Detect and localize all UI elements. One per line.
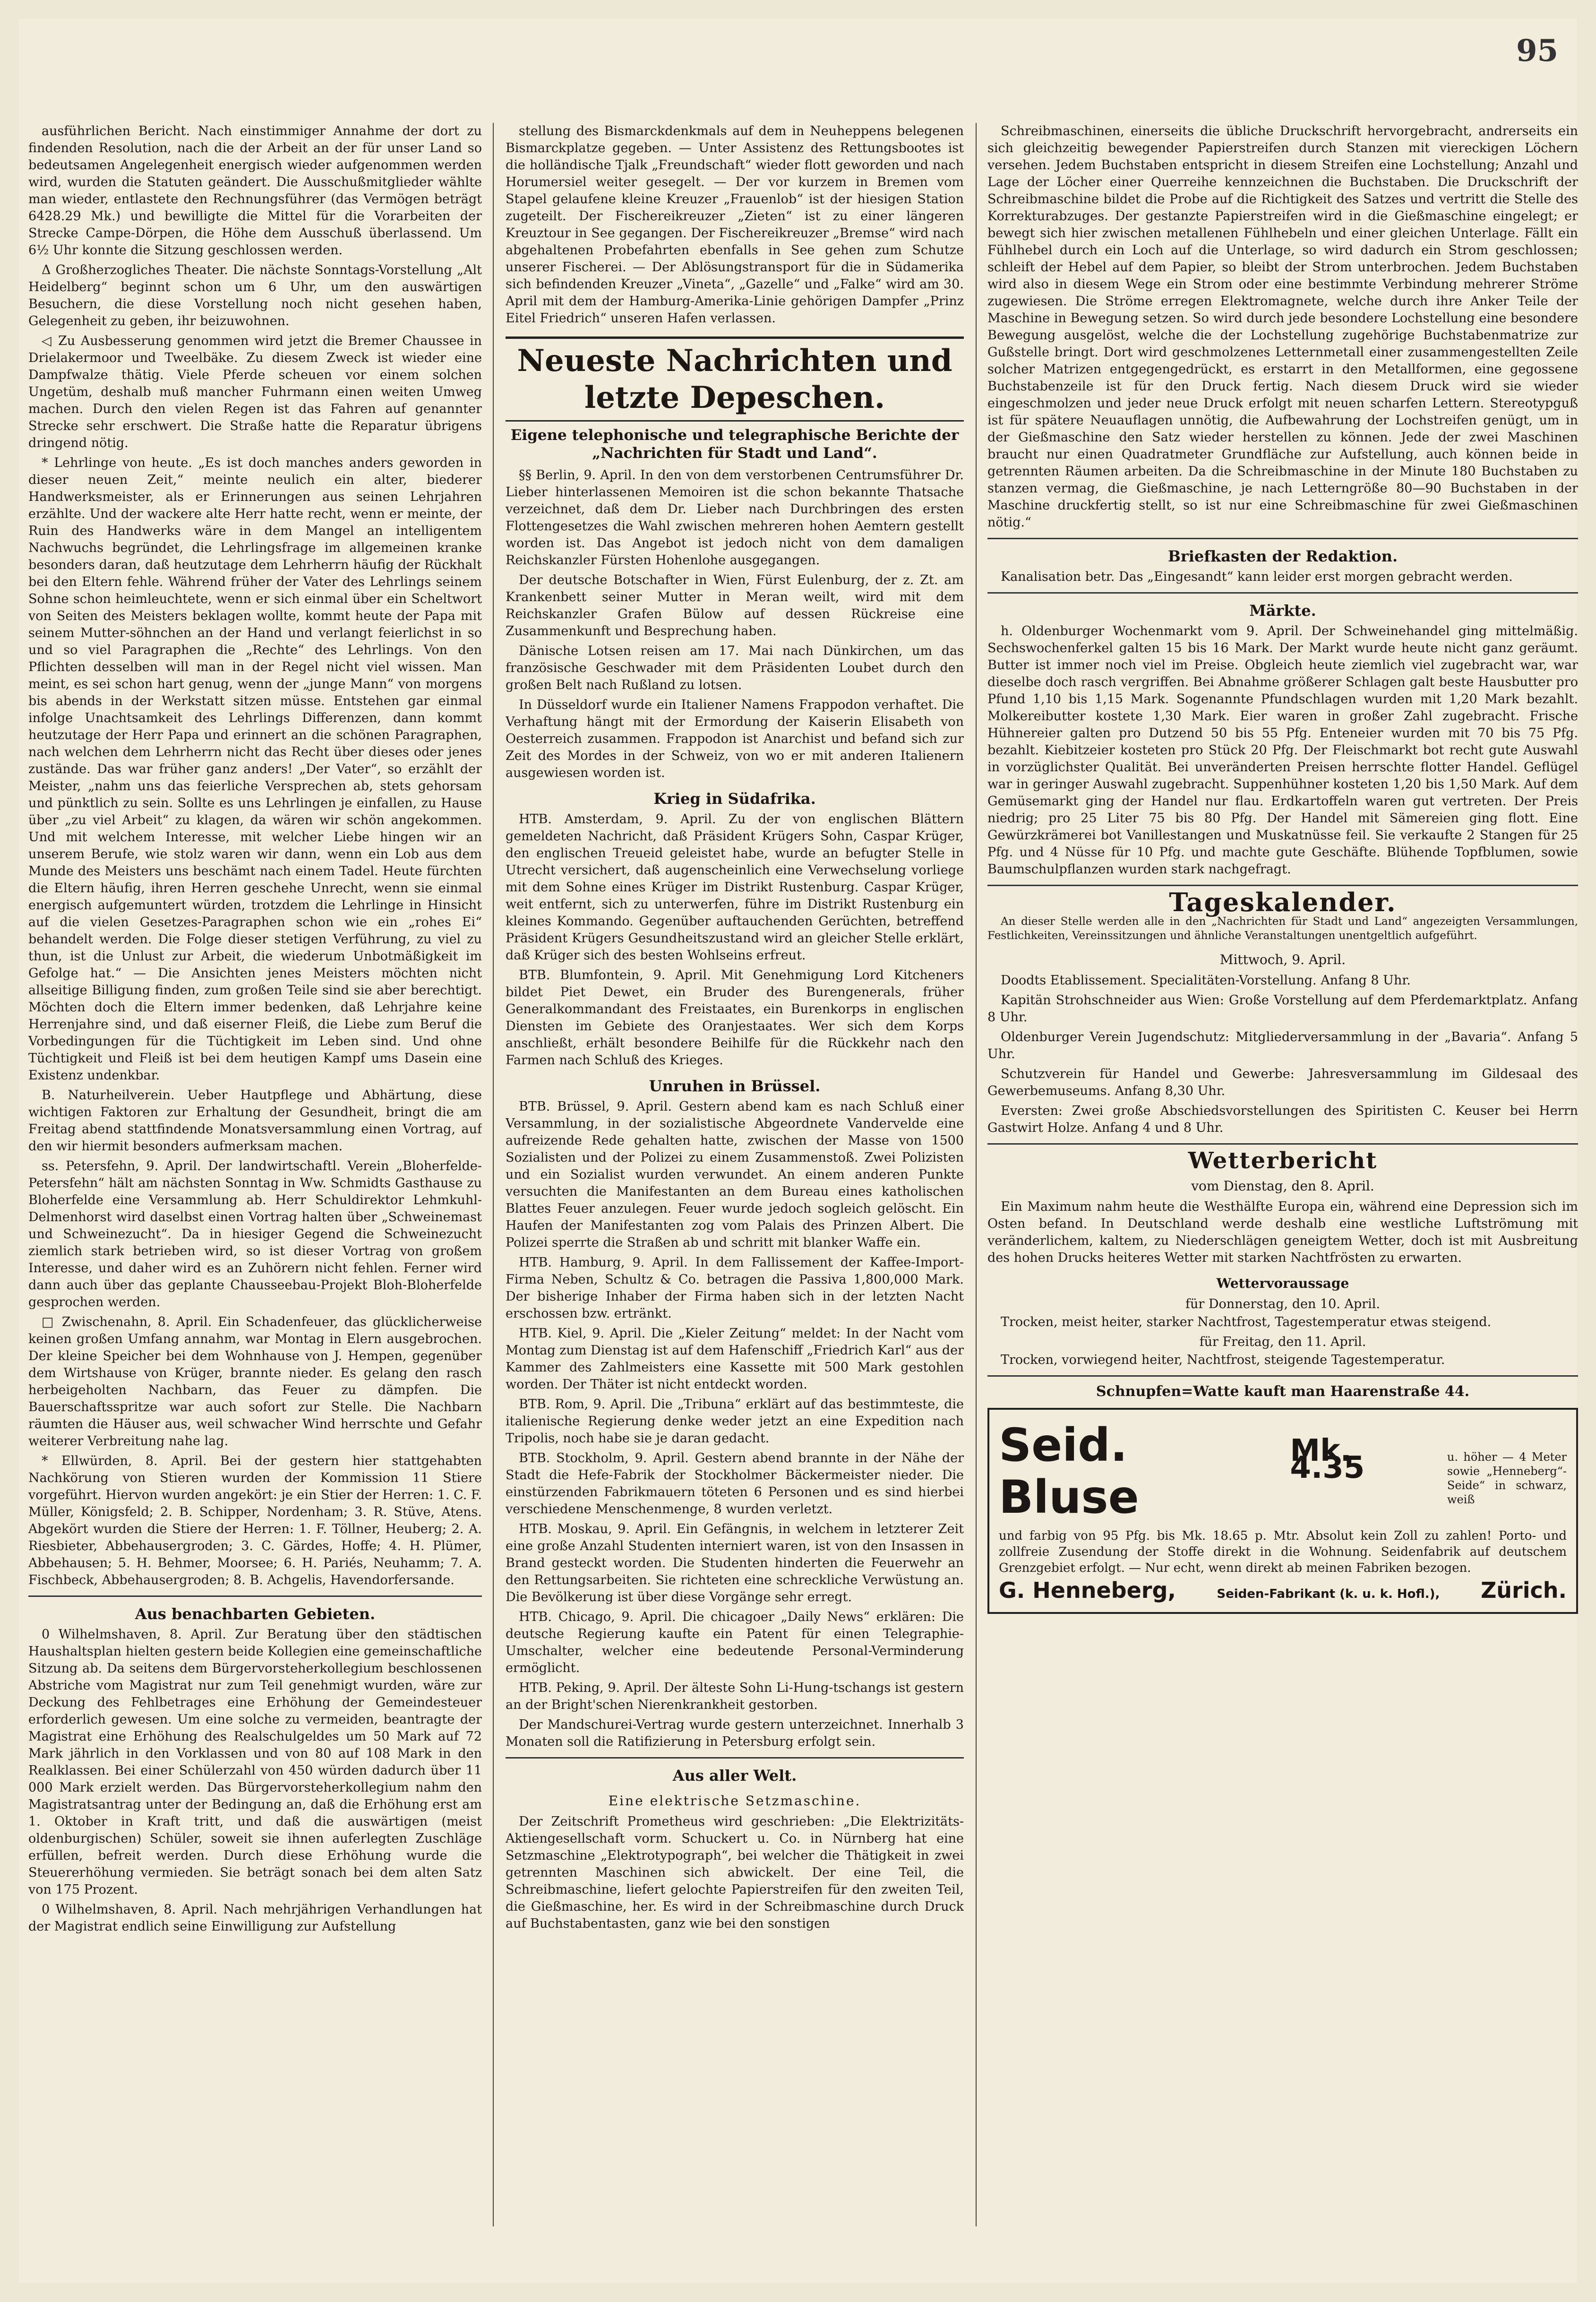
ad-body: und farbig von 95 Pfg. bis Mk. 18.65 p. Mtr. Absolut kein Zoll zu zahlen! Porto- und zollfreie Zusendung der Stoffe direkt in die Wohnung. Seidenfabrik auf deutschem Grenzgebiet erfolgt. — Nur echt, wenn direkt ab meinen Fabriken bezogen. [999, 1529, 1567, 1575]
main-headline: Neueste Nachrichten und letzte Depeschen. [506, 336, 964, 422]
article-paragraph: BTB. Stockholm, 9. April. Gestern abend brannte in der Nähe der Stadt die Hefe-Fabrik der Stockholmer Bäckermeister nieder. Die einstürzenden Fabrikmauern töteten 6 Personen und es sind hierbei verschiedene Menschenmenge, 8 wurden verletzt. [506, 1451, 964, 1517]
newspaper-page [19, 19, 1577, 2283]
article-paragraph: 0 Wilhelmshaven, 8. April. Zur Beratung über den städtischen Haushaltsplan hielten gestern beide Kollegien eine gemeinschaftliche Sitzung ab. Da seitens dem Bürgervorsteherkollegium beschlossenen Abstriche vom Magistrat nur zum Teil genehmigt wurden, wäre zur Deckung des Fehlbetrages eine Erhöhung der Gemeindesteuer erforderlich gewesen. Um eine solche zu vermeiden, beantragte der Magistrat eine Erhöhung des Realschulgeldes um 50 Mark auf 72 Mark jährlich in den Vorklassen und von 80 auf 108 Mark in den Realklassen. Bei einer Schülerzahl von 450 würden dadurch über 11 000 Mark erzielt werden. Das Bürgervorsteherkollegium nahm den Magistratsantrag unter der Bedingung an, daß die Erhöhung erst am 1. Oktober in Kraft tritt, und daß die auswärtigen (meist oldenburgischen) Schüler, soweit sie ihnen auferlegten Zuschläge erfüllen, befreit werden. Durch diese Erhöhung wurde die Steuererhöhung vermieden. Sie beträgt sonach bei dem alten Satz von 175 Prozent. [28, 1627, 482, 1897]
weather-date: vom Dienstag, den 8. April. [1191, 1178, 1374, 1194]
article-paragraph: stellung des Bismarckdenkmals auf dem in Neuheppens belegenen Bismarckplatze gegeben. — Unter Assistenz des Rettungsbootes ist die holländische Tjalk „Freundschaft“ wieder flott geworden und nach Horumersiel weiter gesegelt. — Der vor kurzem in Bremen vom Stapel gelaufene kleine Kreuzer „Frauenlob“ ist der hiesigen Station zugeteilt. Der Fischereikreuzer „Zieten“ ist zu einer längeren Kreuztour in See gegangen. Der Fischereikreuzer „Bremse“ wird nach abgehaltenen Probefahrten ebenfalls in See gehen zum Schutze unserer Fischerei. — Der Ablösungstransport für die in Südamerika sich befindenden Kreuzer „Vineta“, „Gazelle“ und „Falke“ wird am 30. April mit dem der Hamburg-Amerika-Linie gehörigen Dampfer „Prinz Eitel Friedrich“ unseren Hafen verlassen. [506, 124, 964, 326]
article-paragraph: Der Mandschurei-Vertrag wurde gestern unterzeichnet. Innerhalb 3 Monaten soll die Ratifizierung in Petersburg erfolgt sein. [506, 1717, 964, 1749]
weather-heading: Wetterbericht [1188, 1147, 1378, 1174]
article-paragraph: HTB. Peking, 9. April. Der älteste Sohn Li-Hung-tschangs ist gestern an der Bright'schen Nierenkrankheit gestorben. [506, 1681, 964, 1712]
article-subheading: Eine elektrische Setzmaschine. [608, 1793, 861, 1809]
article-paragraph: Δ Großherzogliches Theater. Die nächste Sonntags-Vorstellung „Alt Heidelberg“ beginnt schon um 6 Uhr, um den auswärtigen Besuchern, die diese Vorstellung noch nicht gesehen haben, Gelegenheit zu geben, ihr beizuwohnen. [28, 263, 482, 328]
silk-blouse-advertisement [987, 1408, 1578, 1614]
ad-side-text: u. höher — 4 Meter sowie „Henneberg“-Seide“ in schwarz, weiß [1447, 1450, 1567, 1506]
article-paragraph: B. Naturheilverein. Ueber Hautpflege und Abhärtung, diese wichtigen Faktoren zur Erhaltung der Gesundheit, bringt die am Freitag abend stattfindende Monatsversammlung einen Vortrag, auf den wir hiermit besonders aufmerksam machen. [28, 1088, 482, 1154]
section-heading: Aus aller Welt. [672, 1767, 797, 1785]
section-heading: Krieg in Südafrika. [653, 790, 816, 808]
calendar-intro: An dieser Stelle werden alle in den „Nachrichten für Stadt und Land“ angezeigten Versammlungen, Festlichkeiten, Vereinssitzungen und ähnliche Veranstaltungen unentgeltlich aufgeführt. [987, 915, 1578, 942]
ad-firm-name: G. Henneberg, [999, 1578, 1176, 1603]
article-paragraph: Der deutsche Botschafter in Wien, Fürst Eulenburg, der z. Zt. am Krankenbett seiner Mutter in Meran weilt, wird mit dem Reichskanzler Grafen Bülow auf dessen Rückreise eine Zusammenkunft und Besprechung haben. [506, 573, 964, 638]
article-paragraph: Kanalisation betr. Das „Eingesandt“ kann leider erst morgen gebracht werden. [1001, 569, 1513, 584]
article-paragraph: BTB. Blumfontein, 9. April. Mit Genehmigung Lord Kitcheners bildet Piet Dewet, ein Bruder des Burengenerals, früher Generalkommandant des Freistaates, ein Burenkorps in englischen Diensten im Gebiete des Oranjestaates. Wer sich dem Korps anschließt, erhält besondere Beihilfe für die Rückkehr nach den Farmen nach Schluß des Krieges. [506, 968, 964, 1068]
calendar-item: Oldenburger Verein Jugendschutz: Mitgliederversammlung in der „Bavaria“. Anfang 5 Uhr. [987, 1030, 1578, 1061]
section-heading: Unruhen in Brüssel. [649, 1077, 821, 1095]
article-paragraph: Dänische Lotsen reisen am 17. Mai nach Dünkirchen, um das französische Geschwader mit dem Präsidenten Loubet durch den großen Belt nach Rußland zu lotsen. [506, 644, 964, 692]
article-paragraph: ss. Petersfehn, 9. April. Der landwirtschaftl. Verein „Bloherfelde-Petersfehn“ hält am nächsten Sonntag in Ww. Schmidts Gasthause zu Bloherfelde eine Versammlung ab. Herr Schuldirektor Lehmkuhl-Delmenhorst wird daselbst einen Vortrag halten über „Schweinemast und Schweinezucht“. Da in hiesiger Gegend die Schweinezucht ziemlich stark betrieben wird, so ist dieser Vortrag von großem Interesse, und daher wird es an Zuhörern nicht fehlen. Ferner wird dann auch über das geplante Chausseebau-Projekt Bloh-Bloherfelde gesprochen werden. [28, 1159, 482, 1310]
column-left [28, 123, 482, 2226]
calendar-item: Eversten: Zwei große Abschiedsvorstellungen des Spiritisten C. Keuser bei Herrn Gastwirt Holze. Anfang 4 und 8 Uhr. [987, 1104, 1578, 1135]
divider [28, 1595, 482, 1597]
ad-headline: Seid. Bluse [999, 1419, 1139, 1524]
article-paragraph: 0 Wilhelmshaven, 8. April. Nach mehrjährigen Verhandlungen hat der Magistrat endlich seine Einwilligung zur Aufstellung [28, 1902, 482, 1934]
weather-report: Ein Maximum nahm heute die Westhälfte Europa ein, während eine Depression sich im Osten befand. In Deutschland werde deshalb eine westliche Luftströmung mit veränderlichem, kaltem, zu Niederschlägen geneigtem Wetter, doch ist mit Ausbreitung des hohen Drucks heiteres Wetter mit starken Nachtfrösten zu erwarten. [987, 1199, 1578, 1265]
calendar-heading: Tageskalender. [1169, 887, 1397, 917]
section-heading: Briefkasten der Redaktion. [1167, 547, 1398, 565]
article-paragraph: Schreibmaschinen, einerseits die übliche Druckschrift hervorgebracht, andrerseits ein sich gleichzeitig bewegender Papierstreifen durch Stanzen mit viereckigen Löchern versehen. Jedem Buchstaben entspricht in diesem Streifen eine Lochstellung; Anzahl und Lage der Löcher einer Querreihe kennzeichnen die Buchstaben. Die Druckschrift der Schreibmaschine bildet die Probe auf die Richtigkeit des Satzes und vertritt die Stelle des Korrekturabzuges. Der gestanzte Papierstreifen wird in die Gießmaschine eingelegt; er bewegt sich hier zwischen metallenen Fühlhebeln und einer gleichen Unterlage. Fällt ein Fühlhebel durch ein Loch auf die Unterlage, so wird dadurch ein Strom geschlossen; schleift der Hebel auf dem Papier, so bleibt der Strom unterbrochen. Jedem Buchstaben wird also in diesem Wege ein Strom oder eine bestimmte Verbindung mehrerer Ströme zugewiesen. Die Ströme erregen Elektromagnete, welche durch ihre Anker Teile der Maschine in Bewegung setzen. So wird durch jede besondere Lochstellung eine besondere Bewegung ausgelöst, welche die der Lochstellung zugehörige Buchstabenmatrize zur Gußstelle bringt. Dort wird geschmolzenes Letternmetall einer zusammengestellten Zeile solcher Matrizen entgegengedrückt, es erstarrt in den Metallformen, eine gegossene Buchstabenzeile ist für den Druck fertig. Nach diesem Druck wird sie wieder eingeschmolzen und jeder neue Druck erfolgt mit neuen scharfen Lettern. Stereotypguß ist für spätere Neuauflagen unnötig, die Aufbewahrung der Lochstreifen genügt, um in der Gießmaschine den Satz wieder herstellen zu können. Jede der zwei Maschinen braucht nur einen Quadratmeter Grundfläche zur Aufstellung, auch können beide in getrennten Räumen arbeiten. Da die Schreibmaschine in der Minute 180 Buchstaben zu stanzen vermag, die Gießmaschine, je nach Letterngröße 80—90 Buchstaben in der Maschine druckfertig stellt, so ist nur eine Schreibmaschine für zwei Gießmaschinen nötig.“ [987, 124, 1578, 530]
divider [987, 1375, 1578, 1377]
calendar-date: Mittwoch, 9. April. [1219, 952, 1346, 967]
column-middle [506, 123, 964, 2226]
forecast-date: für Freitag, den 11. April. [1199, 1335, 1366, 1349]
forecast-text: Trocken, vorwiegend heiter, Nachtfrost, steigende Tagestemperatur. [1001, 1353, 1445, 1367]
article-paragraph: ◁ Zu Ausbesserung genommen wird jetzt die Bremer Chaussee in Drielakermoor und Tweelbäke. Zu diesem Zweck ist wieder eine Dampfwalze thätig. Viele Pferde scheuen vor einem solchen Ungetüm, deshalb muß mancher Fuhrmann einen weiten Umweg machen. Durch den vielen Regen ist das Fahren auf genannter Strecke sehr erschwert. Die Straße hatte die Reparatur übrigens dringend nötig. [28, 334, 482, 450]
ad-firm-city: Zürich. [1480, 1578, 1567, 1603]
article-paragraph: HTB. Hamburg, 9. April. In dem Fallissement der Kaffee-Import-Firma Neben, Schultz & Co. betragen die Passiva 1,800,000 Mark. Der bisherige Inhaber der Firma haben sich in der letzten Nacht erschossen bzw. ertränkt. [506, 1255, 964, 1321]
article-paragraph: HTB. Amsterdam, 9. April. Zu der von englischen Blättern gemeldeten Nachricht, daß Präsident Krügers Sohn, Caspar Krüger, den englischen Treueid geleistet habe, wurde an befugter Stelle in Utrecht versichert, daß augenscheinlich eine Verwechselung vorliege mit dem Sohne eines Krüger im Distrikt Rustenburg. Caspar Krüger, weit entfernt, sich zu unterwerfen, führe im Distrikt Rustenburg ein kleines Kommando. Gegenüber auftauchenden Gerüchten, betreffend Präsident Krügers Gesundheitszustand wird an gleicher Stelle erklärt, daß Krüger sich des besten Wohlseins erfreut. [506, 812, 964, 963]
calendar-item: Doodts Etablissement. Specialitäten-Vorstellung. Anfang 8 Uhr. [1001, 973, 1411, 988]
divider [506, 1757, 964, 1759]
ad-price: Mk. 4.35 [1290, 1433, 1365, 1485]
section-heading: Märkte. [1249, 602, 1316, 620]
article-paragraph: HTB. Kiel, 9. April. Die „Kieler Zeitung“ meldet: In der Nacht vom Montag zum Dienstag ist auf dem Hafenschiff „Friedrich Karl“ aus der Kammer des Zahlmeisters eine Kassette mit 500 Mark gestohlen worden. Der Thäter ist nicht entdeckt worden. [506, 1326, 964, 1392]
column-right [987, 123, 1578, 2226]
divider [987, 592, 1578, 594]
divider [987, 885, 1578, 886]
classified-ad: Schnupfen=Watte kauft man Haarenstraße 44. [1096, 1383, 1470, 1400]
column-rule [493, 123, 494, 2226]
article-paragraph: §§ Berlin, 9. April. In den von dem verstorbenen Centrumsführer Dr. Lieber hinterlassenen Memoiren ist die schon bekannte Thatsache verzeichnet, daß dem Dr. Lieber nach Durchbringen des ersten Flottengesetzes die Wahl zwischen mehreren hohen Aemtern gestellt worden ist. Das Angebot ist jedoch nicht von dem damaligen Reichskanzler Fürsten Hohenlohe ausgegangen. [506, 468, 964, 568]
article-paragraph: BTB. Rom, 9. April. Die „Tribuna“ erklärt auf das bestimmteste, die italienische Regierung denke weder jetzt an eine Expedition nach Tripolis, noch habe sie je daran gedacht. [506, 1397, 964, 1446]
forecast-text: Trocken, meist heiter, starker Nachtfrost, Tagestemperatur etwas steigend. [1001, 1315, 1492, 1329]
article-paragraph: Der Zeitschrift Prometheus wird geschrieben: „Die Elektrizitäts-Aktiengesellschaft vorm. Schuckert u. Co. in Nürnberg hat eine Setzmaschine „Elektrotypograph“, bei welcher die Thätigkeit in zwei getrennten Maschinen sich abwickelt. Der eine Teil, die Schreibmaschine, liefert gelochte Papierstreifen für den zweiten Teil, die Gießmaschine, her. Es wird in der Schreibmaschine durch Druck auf Buchstabentasten, ganz wie bei den sonstigen [506, 1814, 964, 1931]
article-paragraph: □ Zwischenahn, 8. April. Ein Schadenfeuer, das glücklicherweise keinen großen Umfang annahm, war Montag in Elern ausgebrochen. Der kleine Speicher bei dem Wohnhause von J. Hempen, gegenüber dem Wirtshause von Krüger, brannte nieder. Es gelang den rasch herbeigeholten Nachbarn, das Feuer zu dämpfen. Die Bauerschaftsspritze war auch sofort zur Stelle. Die Nachbarn räumten die Häuser aus, weil schwacher Wind herrschte und Gefahr weiterer Verbreitung nahe lag. [28, 1315, 482, 1448]
forecast-date: für Donnerstag, den 10. April. [1185, 1297, 1380, 1311]
section-heading: Aus benachbarten Gebieten. [135, 1605, 376, 1623]
forecast-heading: Wettervoraussage [1216, 1276, 1349, 1291]
article-paragraph: * Lehrlinge von heute. „Es ist doch manches anders geworden in dieser neuen Zeit,“ meinte neulich ein alter, biederer Handwerksmeister, als er Erinnerungen aus seinen Lehrjahren erzählte. Und der wackere alte Herr hatte recht, wenn er meinte, der Ruin des Handwerks wäre in dem Mangel an intelligentem Nachwuchs begründet, die Lehrlingsfrage im allgemeinen kranke besonders daran, daß heutzutage dem Lehrherrn häufig der Rückhalt bei den Eltern fehle. Während früher der Vater des Lehrlings seinem Sohne schon heimleuchtete, wenn er sich einmal über ein Scheltwort von Seiten des Meisters beklagen wollte, kommt heute der Papa mit seinem Mutter-söhnchen an der Hand und verlangt feierlichst in so und so viel Paragraphen die „Rechte“ des Lehrlings. Von den Pflichten desselben will man in der Regel nicht viel wissen. Man meint, es sei schon hart genug, wenn der „junge Mann“ von morgens bis abends in der Werkstatt sitzen müsse. Entstehen gar einmal infolge Unachtsamkeit des Lehrlings Differenzen, dann kommt heutzutage der Herr Papa und erinnert an die schönen Paragraphen, nach welchen dem Lehrherrn nicht das Recht über dieses oder jenes zustände. Das war früher ganz anders! „Der Vater“, so erzählt der Meister, „nahm uns das feierliche Versprechen ab, stets gehorsam und pünktlich zu sein. Sollte es uns Lehrlingen je einfallen, zu Hause über „zu viel Arbeit“ zu klagen, da wären wir schön angekommen. Und mit welchem Interesse, mit welcher Liebe hingen wir an unserem Berufe, wie stolz waren wir dann, wenn ein Lob aus dem Munde des Meisters uns beschämt nach einem Tadel. Heute fürchten die Eltern häufig, ihren Herren geschehe Unrecht, wenn sie einmal energisch aufgemuntert würden, trotzdem die Lehrlinge in Hinsicht auf die vielen Gesetzes-Paragraphen schon wie ein „rohes Ei“ behandelt werden. Die Folge dieser stetigen Verführung, zu viel zu thun, ist die Unlust zur Arbeit, die wiederum Unbotmäßigkeit im Gefolge hat.“ — Die Ansichten jenes Meisters möchten nicht allseitige Billigung finden, zum großen Teile sind sie aber berechtigt. Möchten doch die Eltern immer bedenken, daß Lehrjahre keine Herrenjahre sind, und daß eiserner Fleiß, die Liebe zum Beruf die Vorbedingungen für die Tüchtigkeit im Leben sind. Und ohne Tüchtigkeit und Fleiß ist bei dem heutigen Kampf ums Dasein eine Existenz undenkbar. [28, 456, 482, 1083]
page-number: 95 [1516, 33, 1558, 69]
article-paragraph: * Ellwürden, 8. April. Bei der gestern hier stattgehabten Nachkörung von Stieren wurden der Kommission 11 Stiere vorgeführt. Hiervon wurden angekört: je ein Stier der Herren: 1. C. F. Müller, Königsfeld; 2. B. Schipper, Nordenham; 3. R. Stüve, Atens. Abgekört wurden die Stiere der Herren: 1. F. Töllner, Heuberg; 2. A. Riesbieter, Abbehausergroden; 3. C. Gärdes, Hoffe; 4. H. Plümer, Abbehausen; 5. H. Behmer, Moorsee; 6. H. Pariés, Neuhamm; 7. A. Fischbeck, Abbehausergroden; 8. B. Achgelis, Havendorfersande. [28, 1454, 482, 1587]
article-paragraph: HTB. Moskau, 9. April. Ein Gefängnis, in welchem in letzterer Zeit eine große Anzahl Studenten interniert waren, ist von den Insassen in Brand gesteckt worden. Die Studenten hinderten die Feuerwehr an den Rettungsarbeiten. Sie richteten eine schreckliche Verwüstung an. Die Bevölkerung ist über diese Vorgänge sehr erregt. [506, 1522, 964, 1604]
divider [987, 538, 1578, 539]
calendar-item: Kapitän Strohschneider aus Wien: Große Vorstellung auf dem Pferdemarktplatz. Anfang 8 Uhr. [987, 993, 1578, 1025]
article-paragraph: BTB. Brüssel, 9. April. Gestern abend kam es nach Schluß einer Versammlung, in der sozialistische Abgeordnete Vandervelde eine aufreizende Rede gehalten hatte, zwischen der Masse von 1500 Sozialisten und der Polizei zu einem Zusammenstoß. Zwei Polizisten und ein Sozialist wurden verwundet. An einem anderen Punkte versuchten die Manifestanten an dem Bureau eines katholischen Blattes Feuer anzulegen. Feuer wurde jedoch sogleich gelöscht. Ein Haufen der Manifestanten zog vom Palais des Prinzen Albert. Die Polizei sperrte die Straßen ab und schritt mit blanker Waffe ein. [506, 1099, 964, 1250]
ad-firm-subtitle: Seiden-Fabrikant (k. u. k. Hofl.), [1217, 1587, 1440, 1601]
article-paragraph: In Düsseldorf wurde ein Italiener Namens Frappodon verhaftet. Die Verhaftung hängt mit der Ermordung der Kaiserin Elisabeth von Oesterreich zusammen. Frappodon ist Anarchist und befand sich zur Zeit des Mordes in der Schweiz, von wo er mit anderen Italienern ausgewiesen worden ist. [506, 698, 964, 780]
article-paragraph: HTB. Chicago, 9. April. Die chicagoer „Daily News“ erklären: Die deutsche Regierung kaufte ein Patent für einen Telegraphie-Umschalter, welcher eine bedeutende Personal-Verminderung ermöglicht. [506, 1610, 964, 1675]
calendar-item: Schutzverein für Handel und Gewerbe: Jahresversammlung im Gildesaal des Gewerbemuseums. Anfang 8,30 Uhr. [987, 1067, 1578, 1098]
headline-subtitle: Eigene telephonische und telegraphische Berichte der „Nachrichten für Stadt und Land“. [510, 427, 959, 462]
article-paragraph: h. Oldenburger Wochenmarkt vom 9. April. Der Schweinehandel ging mittelmäßig. Sechswochenferkel galten 15 bis 16 Mark. Der Markt wurde heute nicht ganz geräumt. Butter ist immer noch viel im Preise. Obgleich heute ziemlich viel zugebracht war, war dieselbe doch rasch vergriffen. Bei Abnahme größerer Schlagen galt beste Hausbutter pro Pfund 1,10 bis 1,15 Mark. Sogenannte Pfundschlagen wurden mit 1,20 Mark bezahlt. Molkereibutter kostete 1,30 Mark. Eier waren in großer Zahl zugebracht. Frische Hühnereier galten pro Dutzend 50 bis 55 Pfg. Enteneier wurden mit 70 bis 75 Pfg. bezahlt. Kiebitzeier kosteten pro Stück 20 Pfg. Der Fleischmarkt bot recht gute Auswahl in vorzüglichster Qualität. Bei unveränderten Preisen herrschte flotter Handel. Geflügel war in geringer Auswahl zugebracht. Suppenhühner kosteten 1,20 bis 1,50 Mark. Auf dem Gemüsemarkt ging der Handel nur flau. Erdkartoffeln waren gut vertreten. Der Preis niedrig; pro 25 Liter 75 bis 80 Pfg. Der Handel mit Sämereien ging flott. Eine Gewürzkrämerei bot Vanillestangen und Muskatnüsse feil. Sie verkaufte 2 Stangen für 25 Pfg. und 4 Nüsse für 10 Pfg. und machte gute Geschäfte. Blühende Topfblumen, sowie Baumschulpflanzen wurden stark nachgefragt. [987, 624, 1578, 877]
divider [987, 1143, 1578, 1145]
article-paragraph: ausführlichen Bericht. Nach einstimmiger Annahme der dort zu findenden Resolution, nach die der Arbeit an der für unser Land so bedeutsamen Angelegenheit energisch wieder aufgenommen werden wird, wurden die Statuten geändert. Die Ausschußmitglieder wählte man wieder, entlastete den Rechnungsführer (das Vermögen beträgt 6428.29 Mk.) und bewilligte die Mittel für die Vorarbeiten der Strecke Campe-Dörpen, die Höhe dem Ausschuß überlassend. Um 6½ Uhr konnte die Sitzung geschlossen werden. [28, 124, 482, 258]
column-rule [976, 123, 977, 2226]
